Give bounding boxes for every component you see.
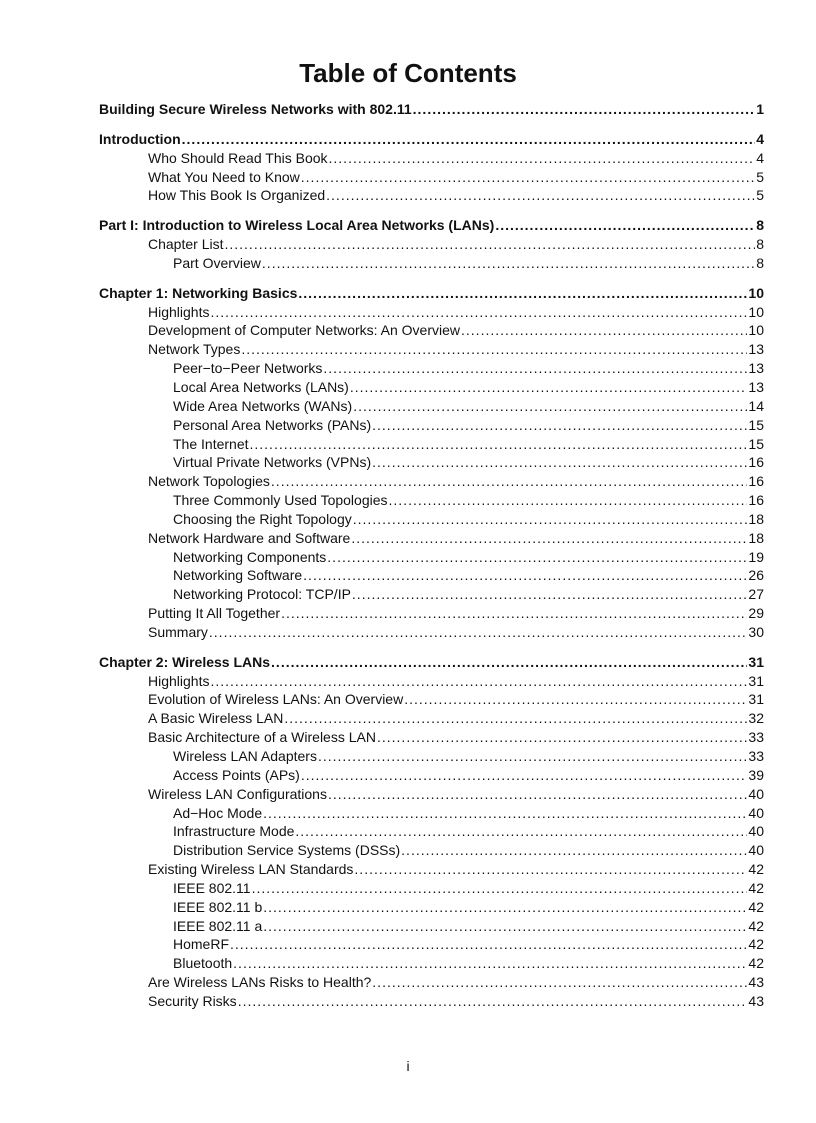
toc-entry[interactable]: [99, 898, 764, 917]
toc-entry-page: 43: [748, 992, 764, 1009]
dot-leader: [230, 935, 747, 954]
toc-entry-page: 15: [748, 435, 764, 452]
dot-leader: [326, 186, 755, 205]
toc-entry[interactable]: [99, 491, 764, 510]
toc-entry[interactable]: [99, 186, 764, 205]
toc-entry-title: Chapter List: [148, 236, 224, 253]
toc-entry-title: Building Secure Wireless Networks with 802.11: [99, 101, 412, 117]
toc-entry-page: 19: [748, 548, 764, 565]
toc-entry-page: 43: [748, 974, 764, 991]
toc-entry-page: 16: [748, 454, 764, 471]
toc-entry[interactable]: [99, 168, 764, 187]
dot-leader: [252, 879, 748, 898]
toc-entry-page: 32: [748, 710, 764, 727]
toc-section: [99, 130, 764, 205]
toc-entry-page: 30: [748, 623, 764, 640]
toc-entry[interactable]: [99, 529, 764, 548]
toc-entry-page: 42: [748, 879, 764, 896]
toc-entry-page: 16: [748, 473, 764, 490]
dot-leader: [413, 100, 756, 119]
toc-entry[interactable]: [99, 954, 764, 973]
toc-entry-page: 40: [748, 842, 764, 859]
toc-entry[interactable]: [99, 378, 764, 397]
toc-entry[interactable]: [99, 992, 764, 1011]
toc-entry-title: Networking Components: [173, 548, 327, 565]
toc-entry-page: 40: [748, 804, 764, 821]
dot-leader: [271, 653, 747, 672]
dot-leader: [353, 510, 748, 529]
toc-entry-title: IEEE 802.11 b: [173, 898, 263, 915]
toc-entry-page: 8: [756, 217, 764, 234]
toc-entry-page: 10: [748, 284, 764, 301]
toc-entry-page: 33: [748, 729, 764, 746]
toc-entry-page: 1: [756, 101, 764, 117]
toc-entry-title: Networking Protocol: TCP/IP: [173, 586, 351, 603]
toc-section: [99, 216, 764, 273]
dot-leader: [372, 416, 747, 435]
toc-entry-title: Three Commonly Used Topologies: [173, 492, 388, 509]
toc-entry-page: 10: [748, 303, 764, 320]
toc-entry-title: Choosing the Right Topology: [173, 510, 352, 527]
toc-entry[interactable]: [99, 604, 764, 623]
toc-entry[interactable]: [99, 822, 764, 841]
dot-leader: [210, 303, 747, 322]
toc-entry-page: 8: [756, 236, 764, 253]
toc-entry-title: Access Points (APs): [173, 766, 300, 783]
toc-entry-page: 31: [748, 672, 764, 689]
dot-leader: [377, 728, 747, 747]
toc-entry-title: Network Hardware and Software: [148, 529, 351, 546]
toc-entry-page: 42: [748, 917, 764, 934]
dot-leader: [323, 359, 747, 378]
toc-section: [99, 100, 764, 119]
toc-entry[interactable]: [99, 860, 764, 879]
toc-entry-page: 31: [748, 691, 764, 708]
toc-entry[interactable]: [99, 917, 764, 936]
toc-section: [99, 284, 764, 642]
toc-entry-title: Highlights: [148, 303, 210, 320]
toc-entry-title: Part Overview: [173, 254, 261, 271]
toc-entry[interactable]: [99, 747, 764, 766]
toc-entry-title: Evolution of Wireless LANs: An Overview: [148, 691, 404, 708]
dot-leader: [182, 130, 756, 149]
dot-leader: [241, 340, 747, 359]
toc-entry[interactable]: [99, 340, 764, 359]
toc-entry[interactable]: [99, 690, 764, 709]
toc-entry[interactable]: [99, 303, 764, 322]
toc-entry-title: Distribution Service Systems (DSSs): [173, 842, 401, 859]
toc-entry[interactable]: [99, 566, 764, 585]
toc-entry[interactable]: [99, 841, 764, 860]
table-of-contents: [99, 100, 764, 1022]
toc-entry-title: Putting It All Together: [148, 605, 281, 622]
dot-leader: [250, 435, 748, 454]
toc-entry-page: 42: [748, 955, 764, 972]
toc-section: [99, 653, 764, 1011]
toc-entry[interactable]: [99, 235, 764, 254]
toc-entry-page: 10: [748, 322, 764, 339]
dot-leader: [301, 766, 748, 785]
toc-entry-title: Bluetooth: [173, 955, 233, 972]
toc-entry-title: Personal Area Networks (PANs): [173, 416, 372, 433]
toc-entry-title: Wireless LAN Adapters: [173, 748, 317, 764]
dot-leader: [301, 168, 755, 187]
toc-heading-entry[interactable]: [99, 216, 764, 235]
toc-entry-title: Ad−Hoc Mode: [173, 804, 263, 821]
toc-entry-title: Virtual Private Networks (VPNs): [173, 454, 372, 471]
toc-entry[interactable]: [99, 453, 764, 472]
toc-entry-title: Chapter 2: Wireless LANs: [99, 653, 271, 670]
toc-entry-page: 14: [748, 397, 764, 414]
dot-leader: [209, 623, 748, 642]
page-title: Table of Contents: [299, 58, 517, 88]
toc-entry[interactable]: [99, 623, 764, 642]
dot-leader: [298, 284, 747, 303]
dot-leader: [372, 453, 747, 472]
toc-entry-page: 26: [748, 567, 764, 584]
dot-leader: [238, 992, 748, 1011]
toc-entry-title: Wide Area Networks (WANs): [173, 397, 353, 414]
dot-leader: [210, 672, 747, 691]
dot-leader: [353, 397, 747, 416]
toc-entry-title: Infrastructure Mode: [173, 823, 295, 840]
dot-leader: [271, 472, 748, 491]
dot-leader: [224, 235, 755, 254]
dot-leader: [401, 841, 747, 860]
toc-heading-entry[interactable]: [99, 100, 764, 119]
toc-entry-title: Security Risks: [148, 992, 237, 1009]
toc-entry[interactable]: [99, 709, 764, 728]
toc-entry[interactable]: [99, 766, 764, 785]
dot-leader: [495, 216, 755, 235]
toc-entry-title: Basic Architecture of a Wireless LAN: [148, 729, 376, 746]
toc-entry-title: HomeRF: [173, 936, 230, 953]
toc-entry[interactable]: [99, 321, 764, 340]
page-number: i: [406, 1058, 410, 1074]
toc-entry-title: Part I: Introduction to Wireless Local Area Networks (LANs): [99, 217, 495, 234]
toc-entry-page: 27: [748, 586, 764, 603]
toc-entry-title: Networking Software: [173, 567, 303, 584]
dot-leader: [263, 804, 747, 823]
toc-entry[interactable]: [99, 435, 764, 454]
toc-entry-title: Development of Computer Networks: An Overview: [148, 322, 461, 339]
toc-entry-page: 31: [748, 653, 764, 670]
toc-entry-page: 16: [748, 492, 764, 509]
toc-entry-page: 4: [756, 149, 764, 166]
toc-entry-title: How This Book Is Organized: [148, 187, 326, 204]
toc-entry-page: 15: [748, 416, 764, 433]
toc-entry-page: 42: [748, 936, 764, 953]
toc-entry-page: 13: [748, 360, 764, 377]
toc-entry[interactable]: [99, 149, 764, 168]
toc-entry[interactable]: [99, 879, 764, 898]
toc-entry[interactable]: [99, 935, 764, 954]
dot-leader: [461, 321, 747, 340]
dot-leader: [352, 585, 748, 604]
dot-leader: [354, 860, 747, 879]
dot-leader: [350, 378, 748, 397]
toc-entry-title: Existing Wireless LAN Standards: [148, 861, 354, 878]
toc-entry-page: 13: [748, 378, 764, 395]
toc-entry-page: 18: [748, 529, 764, 546]
toc-entry-title: Introduction: [99, 130, 181, 147]
dot-leader: [404, 690, 747, 709]
dot-leader: [329, 149, 756, 168]
dot-leader: [284, 709, 747, 728]
dot-leader: [328, 785, 747, 804]
toc-entry-title: The Internet: [173, 435, 249, 452]
toc-entry-page: 42: [748, 898, 764, 915]
dot-leader: [389, 491, 748, 510]
toc-heading-entry[interactable]: [99, 653, 764, 672]
toc-entry-title: Are Wireless LANs Risks to Health?: [148, 974, 372, 991]
dot-leader: [233, 954, 747, 973]
dot-leader: [351, 529, 747, 548]
toc-entry[interactable]: [99, 785, 764, 804]
dot-leader: [295, 822, 747, 841]
toc-entry-title: A Basic Wireless LAN: [148, 710, 284, 727]
toc-entry-title: IEEE 802.11: [173, 879, 251, 896]
dot-leader: [303, 566, 747, 585]
dot-leader: [327, 548, 747, 567]
toc-entry-page: 33: [748, 748, 764, 764]
toc-entry[interactable]: [99, 728, 764, 747]
dot-leader: [372, 973, 747, 992]
toc-entry[interactable]: [99, 548, 764, 567]
toc-entry[interactable]: [99, 585, 764, 604]
toc-entry-title: Network Types: [148, 341, 241, 358]
dot-leader: [263, 898, 747, 917]
toc-entry-title: Highlights: [148, 672, 210, 689]
toc-heading-entry[interactable]: [99, 130, 764, 149]
toc-entry-title: Wireless LAN Configurations: [148, 785, 327, 802]
toc-entry[interactable]: [99, 510, 764, 529]
toc-entry[interactable]: [99, 416, 764, 435]
toc-entry-title: What You Need to Know: [148, 168, 300, 185]
toc-entry-title: IEEE 802.11 a: [173, 917, 263, 934]
toc-entry-page: 39: [748, 766, 764, 783]
dot-leader: [281, 604, 747, 623]
toc-entry-page: 40: [748, 823, 764, 840]
toc-entry-page: 5: [756, 187, 764, 204]
toc-entry-page: 18: [748, 510, 764, 527]
dot-leader: [318, 747, 747, 766]
toc-heading-entry[interactable]: [99, 284, 764, 303]
toc-entry-page: 40: [748, 785, 764, 802]
toc-entry-title: Summary: [148, 623, 208, 640]
toc-entry[interactable]: [99, 359, 764, 378]
dot-leader: [263, 917, 747, 936]
toc-entry[interactable]: [99, 973, 764, 992]
toc-entry[interactable]: [99, 804, 764, 823]
dot-leader: [262, 254, 755, 273]
toc-entry[interactable]: [99, 472, 764, 491]
toc-entry-title: Network Topologies: [148, 473, 270, 490]
toc-entry-page: 8: [756, 254, 764, 271]
toc-entry[interactable]: [99, 254, 764, 273]
toc-entry-page: 4: [756, 130, 764, 147]
toc-entry-page: 42: [748, 861, 764, 878]
toc-entry-page: 29: [748, 605, 764, 622]
toc-entry-title: Who Should Read This Book: [148, 149, 328, 166]
toc-entry-page: 5: [756, 168, 764, 185]
toc-entry[interactable]: [99, 672, 764, 691]
toc-entry-page: 13: [748, 341, 764, 358]
toc-entry-title: Local Area Networks (LANs): [173, 378, 349, 395]
toc-entry[interactable]: [99, 397, 764, 416]
toc-entry-title: Chapter 1: Networking Basics: [99, 284, 298, 301]
toc-entry-title: Peer−to−Peer Networks: [173, 360, 323, 377]
